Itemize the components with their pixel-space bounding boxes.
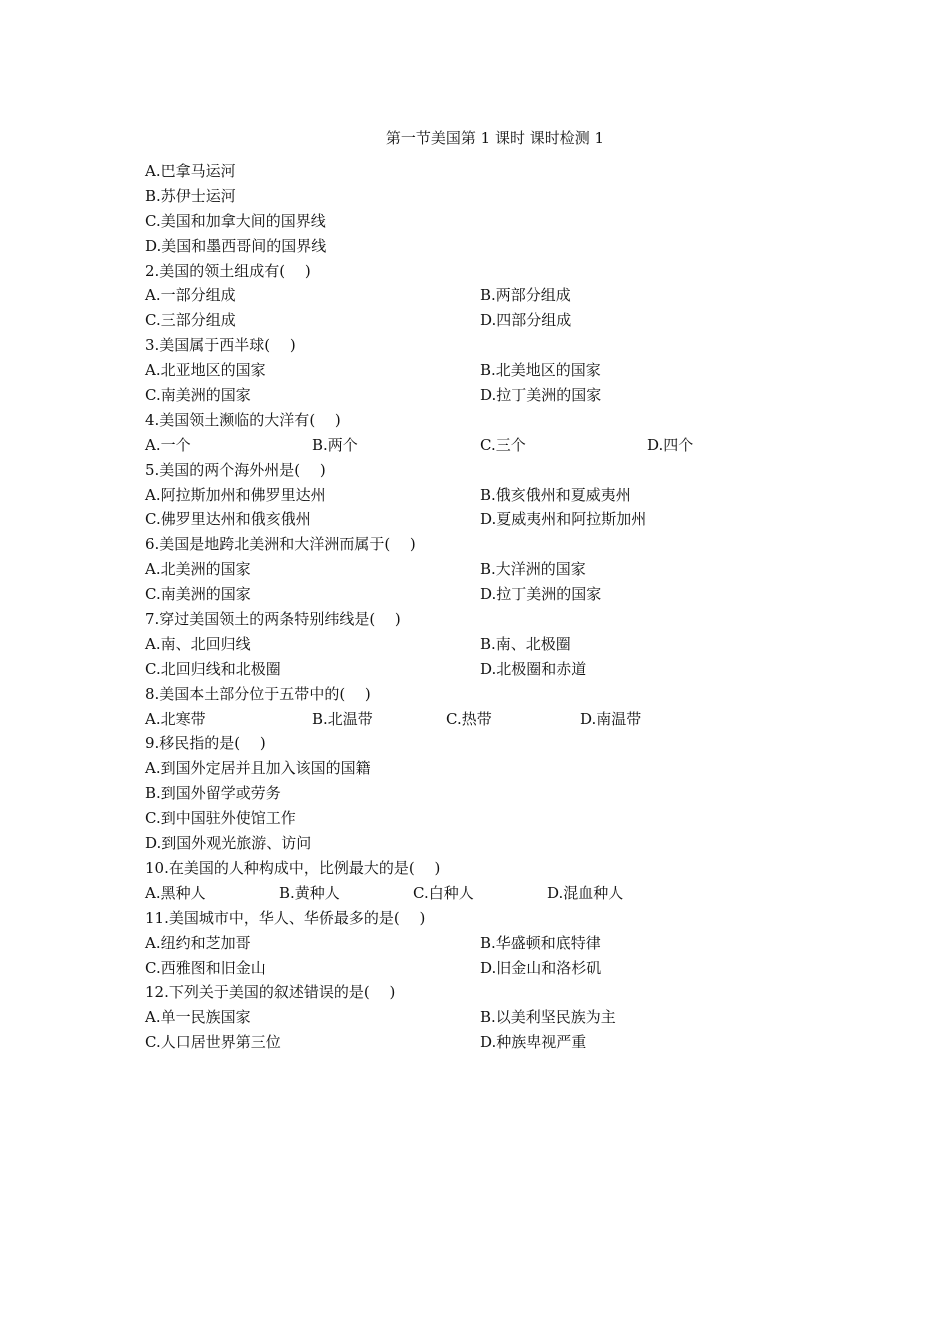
q10-stem: 10.在美国的人种构成中，比例最大的是( ) [145,858,441,877]
q4-option-b: B.两个 [312,435,358,454]
q6-stem: 6.美国是地跨北美洲和大洋洲而属于( ) [145,535,416,554]
q6-option-c: C.南美洲的国家 [145,585,251,604]
question-list [145,159,845,1055]
q9-option-a: A.到国外定居并且加入该国的国籍 [145,759,371,778]
q11-option-b: B.华盛顿和底特律 [480,933,601,952]
q3-stem: 3.美国属于西半球( ) [145,336,296,355]
q5-option-d: D.夏威夷州和阿拉斯加州 [480,510,647,529]
q1-option-d: D.美国和墨西哥间的国界线 [145,236,327,255]
q11-option-d: D.旧金山和洛杉矶 [480,958,602,977]
q9-option-d: D.到国外观光旅游、访问 [145,834,312,853]
q2-option-c: C.三部分组成 [145,311,236,330]
q12-stem: 12.下列关于美国的叙述错误的是( ) [145,983,396,1002]
q1-option-c: C.美国和加拿大间的国界线 [145,211,326,230]
q3-option-c: C.南美洲的国家 [145,386,251,405]
q10-option-b: B.黄种人 [279,883,340,902]
q6-option-b: B.大洋洲的国家 [480,560,586,579]
q11-row2 [145,956,845,981]
q5-option-b: B.俄亥俄州和夏威夷州 [480,485,631,504]
q3-option-a: A.北亚地区的国家 [145,361,266,380]
q3-option-b: B.北美地区的国家 [480,361,601,380]
q4-row1 [145,433,845,458]
page-title: 第一节美国第 1 课时 课时检测 1 [385,129,605,147]
q7-option-a: A.南、北回归线 [145,634,251,653]
q9-option-c: C.到中国驻外使馆工作 [145,809,296,828]
q5-row2 [145,507,845,532]
q11-row1 [145,931,845,956]
q2-option-a: A.一部分组成 [145,286,236,305]
q10-row1 [145,881,845,906]
q5-option-a: A.阿拉斯加州和佛罗里达州 [145,485,326,504]
q8-option-c: C.热带 [446,709,492,728]
q1-option-a: A.巴拿马运河 [145,162,236,180]
q11-stem: 11.美国城市中，华人、华侨最多的是( ) [145,908,426,927]
q6-row2 [145,582,845,607]
q3-row2 [145,383,845,408]
q7-stem: 7.穿过美国领土的两条特别纬线是( ) [145,610,401,629]
q11-option-a: A.纽约和芝加哥 [145,933,251,952]
q2-stem: 2.美国的领土组成有( ) [145,261,311,280]
q6-row1 [145,557,845,582]
q8-option-a: A.北寒带 [145,709,206,728]
q10-option-d: D.混血种人 [547,883,624,902]
q2-option-b: B.两部分组成 [480,286,571,305]
q7-option-d: D.北极圈和赤道 [480,659,587,678]
q2-option-d: D.四部分组成 [480,311,572,330]
q1-option-b: B.苏伊士运河 [145,186,236,205]
q7-row1 [145,632,845,657]
q3-option-d: D.拉丁美洲的国家 [480,386,602,405]
q11-option-c: C.西雅图和旧金山 [145,958,266,977]
q2-row2 [145,308,845,333]
q12-row2 [145,1030,845,1055]
q6-option-d: D.拉丁美洲的国家 [480,585,602,604]
q8-option-b: B.北温带 [312,709,373,728]
q12-option-c: C.人口居世界第三位 [145,1033,281,1052]
q8-row1 [145,707,845,732]
q7-row2 [145,657,845,682]
q10-option-c: C.白种人 [413,883,474,902]
q9-option-b: B.到国外留学或劳务 [145,784,281,803]
q12-option-b: B.以美利坚民族为主 [480,1008,616,1027]
q4-option-d: D.四个 [647,435,694,454]
q12-option-d: D.种族卑视严重 [480,1033,587,1052]
q8-stem: 8.美国本土部分位于五带中的( ) [145,684,371,703]
q9-stem: 9.移民指的是( ) [145,734,266,753]
q7-option-b: B.南、北极圈 [480,634,571,653]
q5-stem: 5.美国的两个海外州是( ) [145,460,326,479]
q8-option-d: D.南温带 [580,709,642,728]
q10-option-a: A.黑种人 [145,883,206,902]
q2-row1 [145,283,845,308]
q7-option-c: C.北回归线和北极圈 [145,659,281,678]
q6-option-a: A.北美洲的国家 [145,560,251,579]
q12-row1 [145,1005,845,1030]
q3-row1 [145,358,845,383]
q5-row1 [145,483,845,508]
q12-option-a: A.单一民族国家 [145,1008,251,1027]
q4-option-c: C.三个 [480,435,526,454]
q4-stem: 4.美国领土濒临的大洋有( ) [145,410,341,429]
q4-option-a: A.一个 [145,435,191,454]
q5-option-c: C.佛罗里达州和俄亥俄州 [145,510,311,529]
